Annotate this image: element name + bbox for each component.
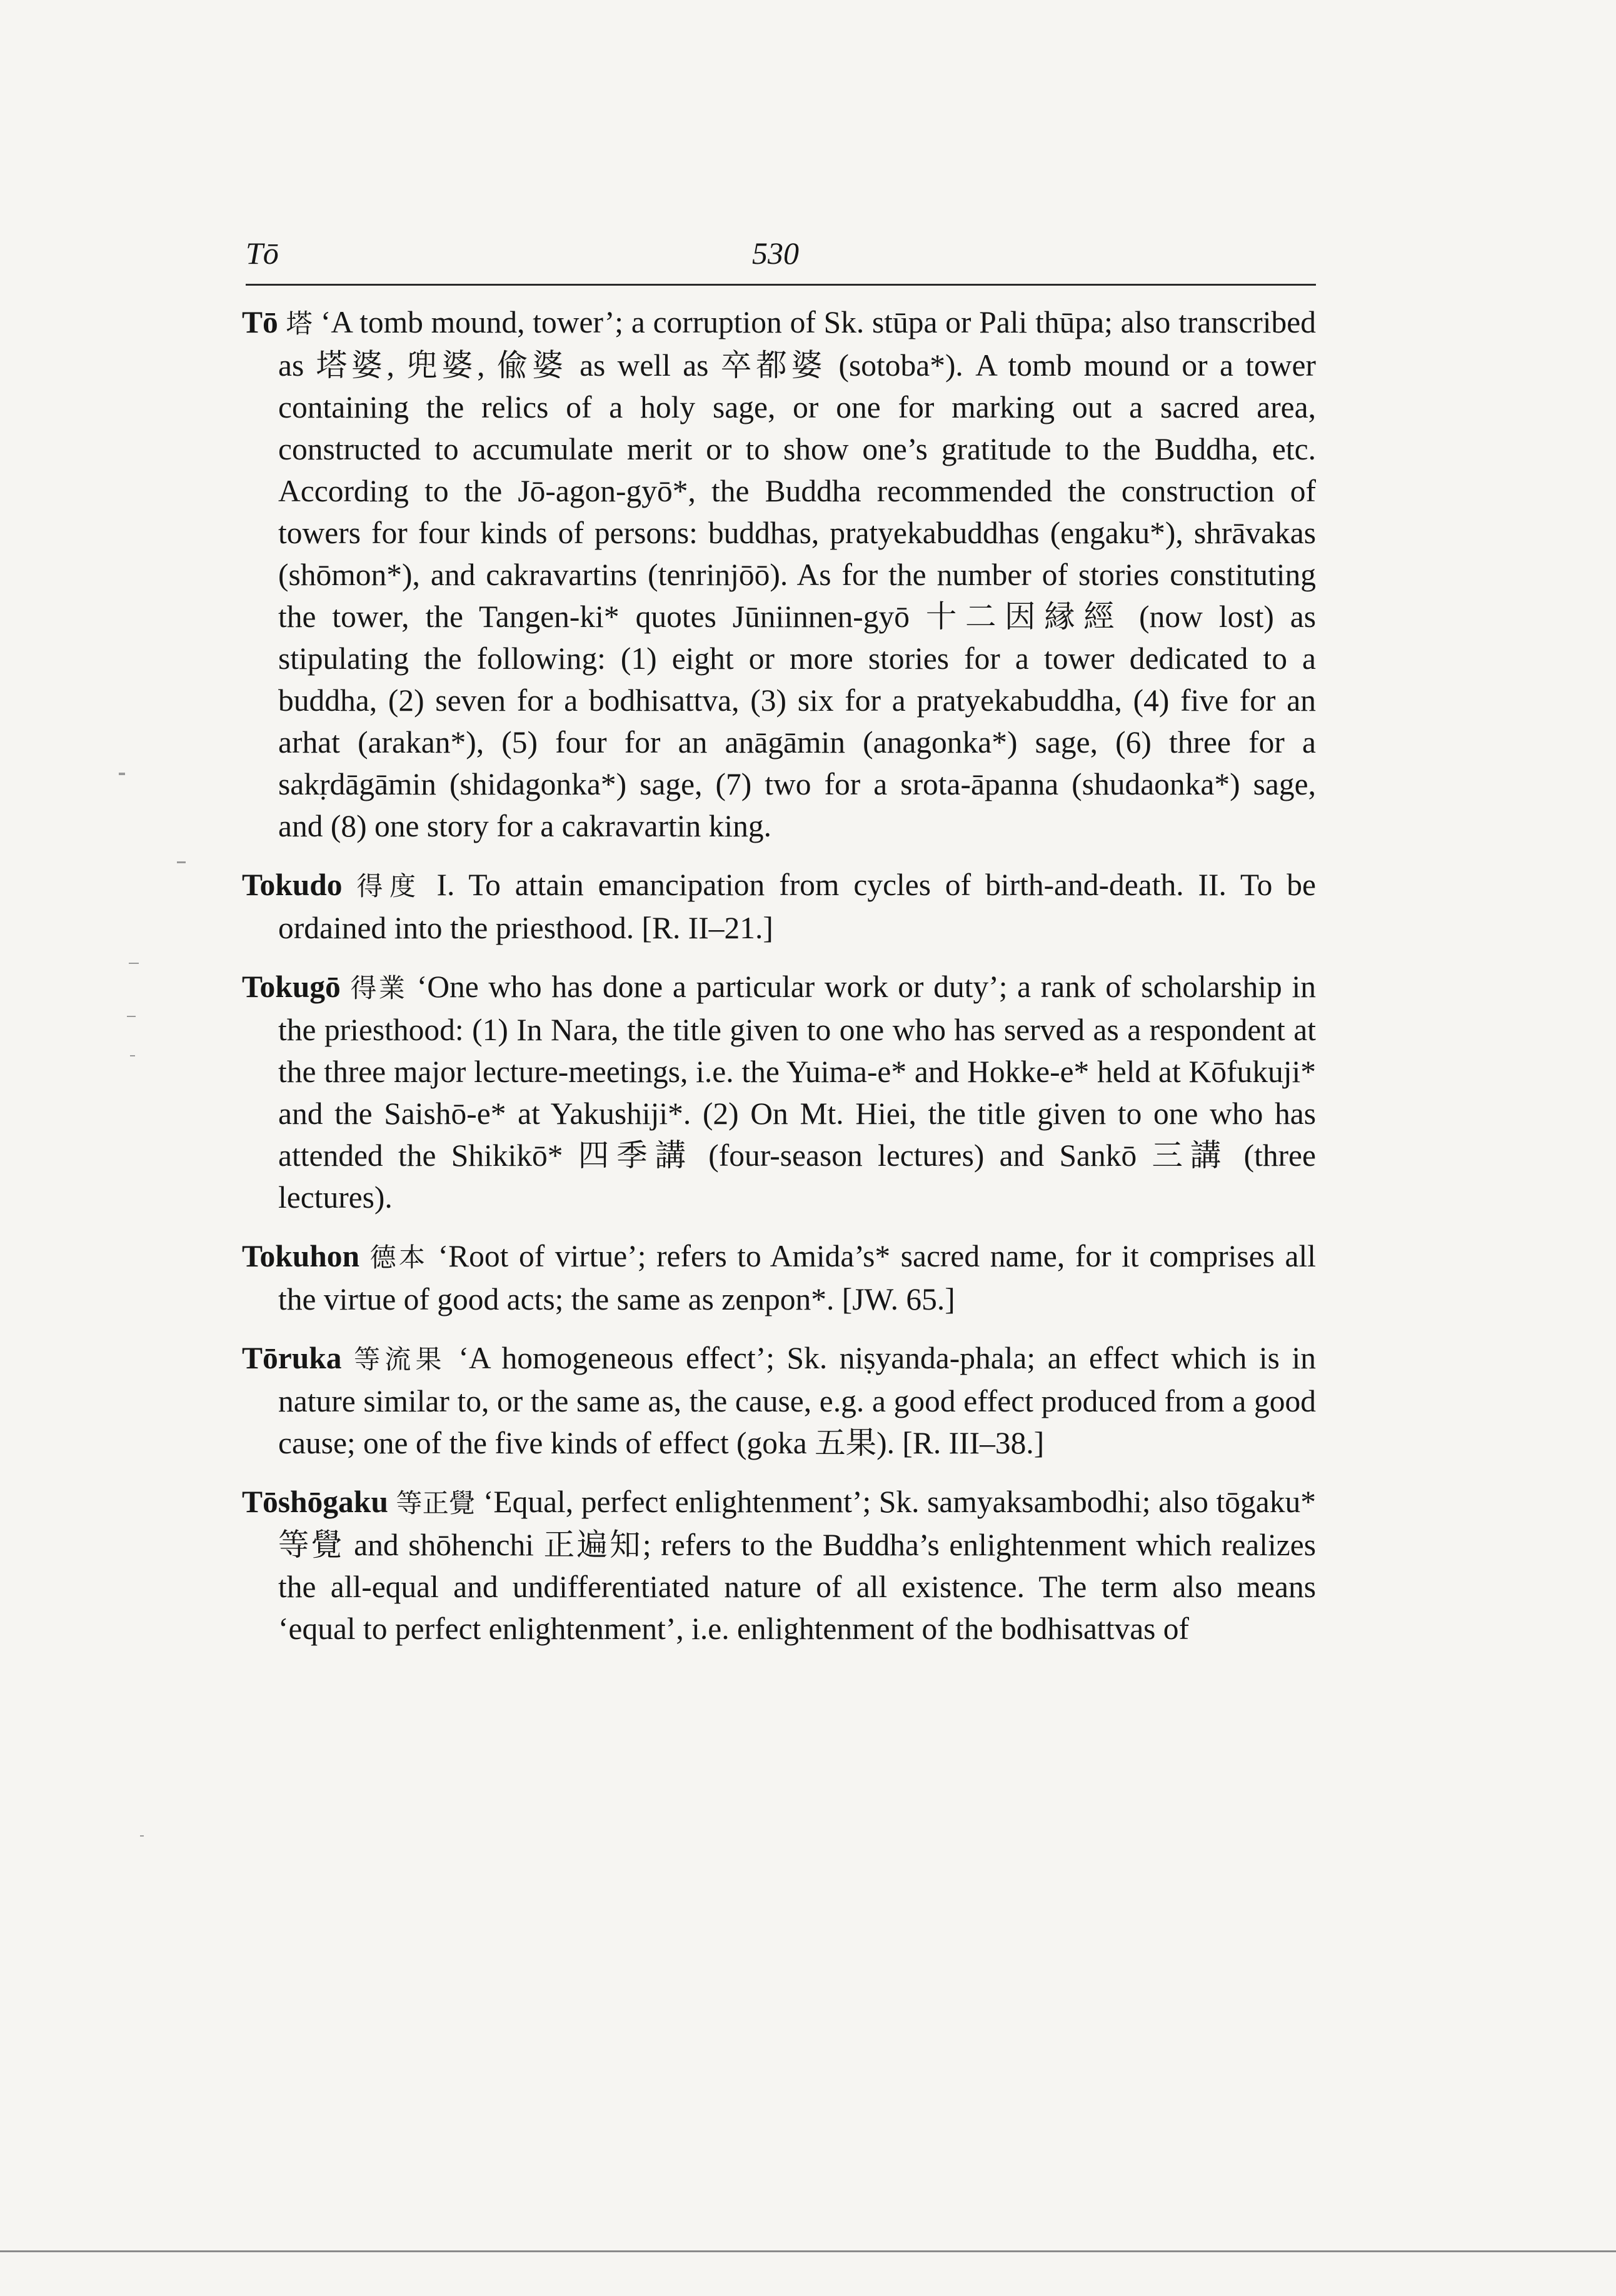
entry-toruka bbox=[242, 1337, 1316, 1464]
entry-tokugo bbox=[242, 966, 1316, 1218]
scan-bottom-edge bbox=[0, 2250, 1616, 2252]
scan-speck bbox=[130, 1055, 135, 1056]
entry-headword: Tokudo bbox=[242, 868, 343, 902]
entry-headword: Tokugō bbox=[242, 970, 341, 1004]
scan-speck bbox=[140, 1835, 144, 1837]
entry-definition: ‘Root of virtue’; refers to Amida’s* sacred name, for it comprises all the virtue of good acts; the same as zenpon*. [JW. 65.] bbox=[278, 1239, 1316, 1316]
scan-speck bbox=[119, 773, 125, 775]
entry-kanji: 得業 bbox=[350, 973, 408, 1003]
scan-speck bbox=[177, 861, 186, 863]
entry-kanji: 塔 bbox=[286, 308, 313, 339]
entry-kanji: 等流果 bbox=[354, 1344, 446, 1375]
entry-headword: Tōshōgaku bbox=[242, 1485, 388, 1519]
scan-speck bbox=[129, 963, 139, 964]
entry-kanji: 得度 bbox=[356, 871, 423, 901]
entry-tokudo bbox=[242, 864, 1316, 949]
entry-kanji: 德本 bbox=[369, 1242, 428, 1273]
entry-kanji: 等正覺 bbox=[396, 1488, 476, 1518]
scan-speck bbox=[127, 1016, 136, 1017]
entry-definition: I. To attain emancipation from cycles of birth-and-death. II. To be ordained into the priesthood. [R. II–21.] bbox=[278, 868, 1317, 945]
dictionary-entries bbox=[242, 294, 1316, 1667]
entry-tokuhon bbox=[242, 1235, 1316, 1320]
entry-headword: Tokuhon bbox=[242, 1239, 360, 1273]
page-header bbox=[246, 226, 1316, 286]
entry-definition: ‘A homogeneous effect’; Sk. niṣyanda-phala; an effect which is in nature similar to, or the same as, the cause, e.g. a good effect produced from a good cause; one of the five kinds of effect (goka 五果). [R. III–38.] bbox=[278, 1341, 1317, 1460]
entry-definition: ‘Equal, perfect enlightenment’; Sk. samyaksambodhi; also tōgaku* 等覺 and shōhenchi 正遍知; refers to the Buddha’s enlightenment which realizes the all-equal and undifferentiated nature of all existence. The term also means ‘equal to perfect enlightenment’, i.e. enlightenment of the bodhisattvas of bbox=[278, 1485, 1316, 1646]
entry-toshogaku bbox=[242, 1481, 1316, 1650]
entry-headword: Tōruka bbox=[242, 1341, 342, 1375]
running-head: Tō bbox=[246, 236, 279, 271]
entry-definition: ‘A tomb mound, tower’; a corruption of Sk. stūpa or Pali thūpa; also transcribed as 塔婆, 兜婆, 偸婆 as well as 卒都婆 (sotoba*). A tomb mound or a tower containing the relics of a holy sage, or one for marking out a sacred area, constructed to accumulate merit or to show one’s gratitude to the Buddha, etc. According to the Jō-agon-gyō*, the Buddha recommended the construction of towers for four kinds of persons: buddhas, pratyekabuddhas (engaku*), shrāvakas (shōmon*), and cakravartins (tenrinjōō). As for the number of stories constituting the tower, the Tangen-ki* quotes Jūniinnen-gyō 十二因縁經 (now lost) as stipulating the following: (1) eight or more stories for a tower dedicated to a buddha, (2) seven for a bodhisattva, (3) six for a pratyekabuddha, (4) five for an arhat (arakan*), (5) four for an anāgāmin (anagonka*) sage, (6) three for a sakṛdāgāmin (shidagonka*) sage, (7) two for a srota-āpanna (shudaonka*) sage, and (8) one story for a cakravartin king. bbox=[278, 305, 1317, 843]
entry-to bbox=[242, 301, 1316, 847]
entry-headword: Tō bbox=[242, 305, 278, 339]
page-number: 530 bbox=[752, 236, 799, 271]
entry-definition: ‘One who has done a particular work or duty’; a rank of scholarship in the priesthood: (1) In Nara, the title given to one who has served as a respondent at the three major lecture-meetings, i.e. the Yuima-e* and Hokke-e* held at Kōfukuji* and the Saishō-e* at Yakushiji*. (2) On Mt. Hiei, the title given to one who has attended the Shikikō* 四季講 (four-season lectures) and Sankō 三講 (three lectures). bbox=[278, 970, 1316, 1215]
